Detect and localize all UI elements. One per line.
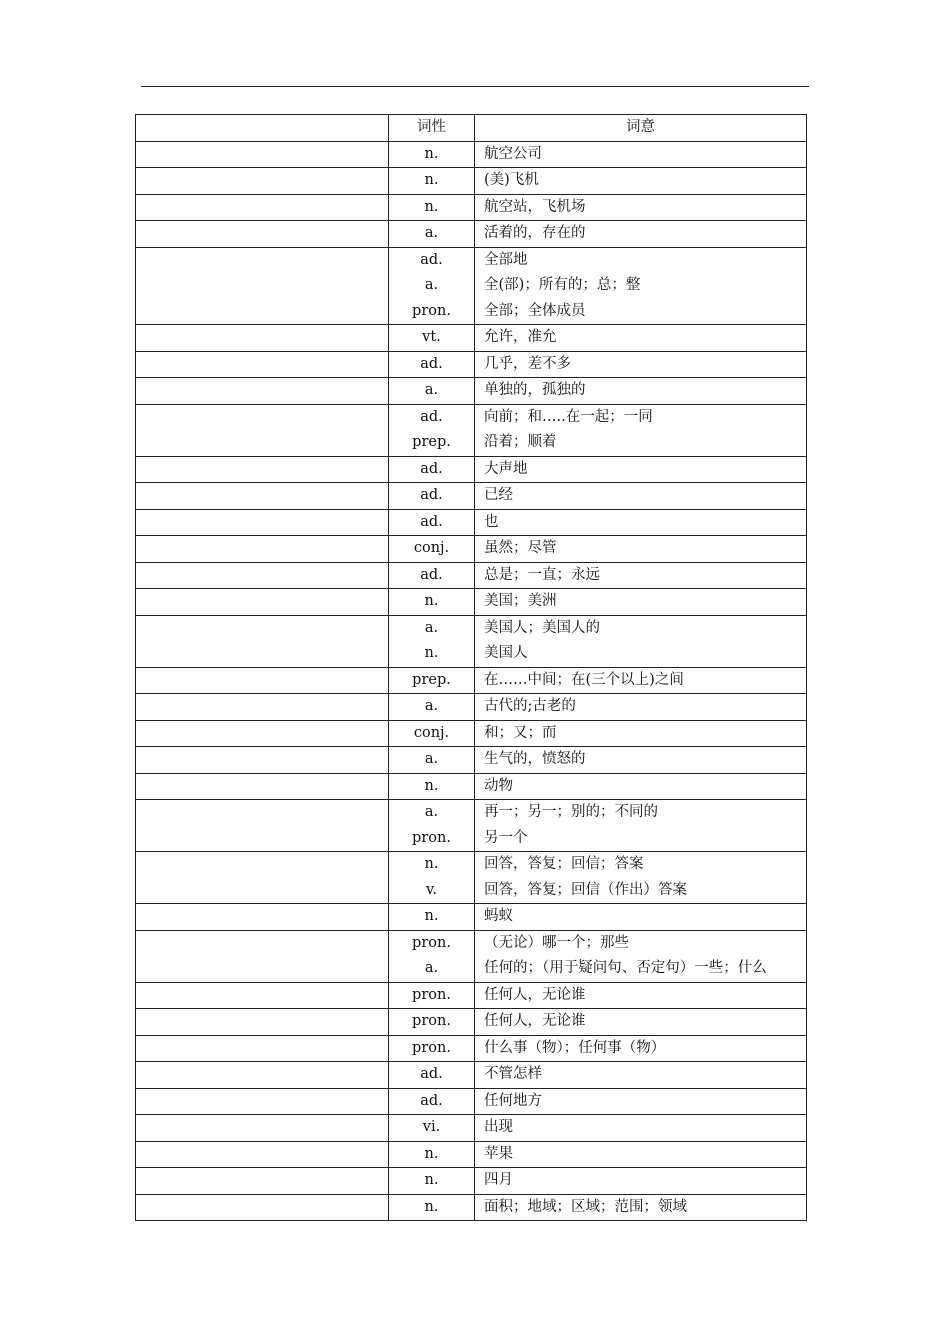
meaning-cell: [475, 800, 807, 852]
table-row: [136, 694, 807, 721]
meaning-text: 虽然；尽管: [484, 540, 557, 556]
word-cell: [136, 404, 389, 456]
vocabulary-table: [135, 114, 807, 1221]
meaning-cell: [475, 194, 807, 221]
meaning-cell: [475, 1141, 807, 1168]
word-cell: [136, 1115, 389, 1142]
meaning-cell: [475, 1009, 807, 1036]
part-of-speech: n.: [424, 645, 439, 661]
word-cell: [136, 325, 389, 352]
part-of-speech: conj.: [413, 540, 450, 556]
meaning-cell: [475, 378, 807, 405]
word-cell: [136, 1168, 389, 1195]
word-cell: [136, 194, 389, 221]
table-row: [136, 325, 807, 352]
meaning-cell: [475, 536, 807, 563]
meaning-text: 已经: [484, 487, 513, 503]
meaning-cell: [475, 904, 807, 931]
part-of-speech-cell: [389, 456, 475, 483]
word-cell: [136, 351, 389, 378]
part-of-speech: a.: [424, 804, 439, 820]
part-of-speech: n.: [424, 1172, 439, 1188]
part-of-speech: a.: [424, 225, 439, 241]
meaning-cell: [475, 852, 807, 904]
meaning-cell: [475, 247, 807, 325]
part-of-speech: pron.: [412, 1039, 451, 1056]
word-cell: [136, 536, 389, 563]
table-row: [136, 456, 807, 483]
part-of-speech: prep.: [412, 434, 451, 450]
part-of-speech: n.: [424, 145, 439, 162]
meaning-text: 苹果: [484, 1145, 513, 1162]
table-row: [136, 852, 807, 904]
part-of-speech: prep.: [412, 671, 451, 688]
meaning-cell: [475, 404, 807, 456]
meaning-text: 生气的，愤怒的: [484, 751, 586, 767]
part-of-speech: pron.: [412, 302, 451, 319]
word-cell: [136, 1088, 389, 1115]
word-cell: [136, 1062, 389, 1089]
part-of-speech-cell: [389, 562, 475, 589]
word-cell: [136, 773, 389, 800]
table-row: [136, 483, 807, 510]
meaning-text: 蚂蚁: [484, 908, 513, 924]
part-of-speech: a.: [424, 277, 439, 293]
header-word: [136, 115, 389, 142]
part-of-speech-cell: [389, 982, 475, 1009]
part-of-speech-cell: [389, 747, 475, 774]
meaning-cell: [475, 1062, 807, 1089]
meaning-text: 向前；和…..在一起；一同: [484, 408, 653, 425]
word-cell: [136, 800, 389, 852]
part-of-speech: vt.: [422, 329, 441, 345]
word-cell: [136, 982, 389, 1009]
meaning-text: 任何地方: [484, 1092, 542, 1109]
part-of-speech: a.: [424, 751, 439, 767]
part-of-speech: vi.: [422, 1119, 441, 1135]
part-of-speech-cell: [389, 1088, 475, 1115]
part-of-speech-cell: [389, 483, 475, 510]
meaning-cell: [475, 667, 807, 694]
part-of-speech: n.: [424, 172, 439, 188]
part-of-speech: pron.: [412, 1013, 451, 1029]
meaning-text: 任何人，无论谁: [484, 1013, 586, 1029]
header-meaning: 词意: [475, 115, 807, 142]
meaning-text: 古代的;古老的: [484, 698, 576, 714]
meaning-cell: [475, 483, 807, 510]
meaning-text: 和；又；而: [484, 724, 557, 741]
table-row: [136, 904, 807, 931]
part-of-speech: pron.: [412, 986, 451, 1003]
word-cell: [136, 1194, 389, 1221]
meaning-cell: [475, 773, 807, 800]
word-cell: [136, 747, 389, 774]
meaning-text: 航空站，飞机场: [484, 198, 586, 215]
meaning-cell: [475, 562, 807, 589]
part-of-speech: n.: [424, 593, 439, 609]
word-cell: [136, 562, 389, 589]
part-of-speech: n.: [424, 777, 439, 794]
part-of-speech: a.: [424, 382, 439, 398]
word-cell: [136, 1009, 389, 1036]
meaning-cell: [475, 694, 807, 721]
word-cell: [136, 694, 389, 721]
meaning-text: 任何人，无论谁: [484, 986, 586, 1003]
part-of-speech: n.: [424, 856, 439, 872]
meaning-text: 四月: [484, 1172, 513, 1188]
header-rule: [141, 86, 809, 87]
table-row: [136, 247, 807, 325]
meaning-text: 回答，答复；回信（作出）答案: [484, 881, 687, 898]
part-of-speech-cell: [389, 1062, 475, 1089]
part-of-speech-cell: [389, 168, 475, 195]
word-cell: [136, 930, 389, 982]
table-row: [136, 615, 807, 667]
part-of-speech: v.: [425, 881, 438, 898]
table-row: [136, 509, 807, 536]
meaning-text: 美国；美洲: [484, 593, 557, 609]
table-row: [136, 221, 807, 248]
part-of-speech-cell: [389, 247, 475, 325]
table-row: [136, 982, 807, 1009]
meaning-cell: [475, 325, 807, 352]
word-cell: [136, 720, 389, 747]
meaning-text: 出现: [484, 1119, 513, 1135]
meaning-text: 也: [484, 513, 499, 530]
part-of-speech-cell: [389, 378, 475, 405]
table-row: [136, 1168, 807, 1195]
meaning-text: （无论）哪一个；那些: [484, 934, 629, 951]
part-of-speech: ad.: [420, 460, 443, 477]
word-cell: [136, 378, 389, 405]
part-of-speech-cell: [389, 1035, 475, 1062]
meaning-cell: [475, 1168, 807, 1195]
part-of-speech-cell: [389, 852, 475, 904]
part-of-speech: ad.: [420, 566, 443, 583]
part-of-speech-cell: [389, 536, 475, 563]
meaning-cell: [475, 930, 807, 982]
part-of-speech: a.: [424, 960, 439, 976]
table-row: [136, 168, 807, 195]
meaning-text: 美国人: [484, 645, 528, 661]
table-row: [136, 1062, 807, 1089]
part-of-speech-cell: [389, 1009, 475, 1036]
meaning-cell: [475, 615, 807, 667]
table-row: [136, 1141, 807, 1168]
part-of-speech-cell: [389, 509, 475, 536]
table-row: [136, 720, 807, 747]
meaning-text: 允许，准允: [484, 329, 557, 345]
meaning-text: 单独的，孤独的: [484, 382, 586, 398]
meaning-text: 活着的，存在的: [484, 225, 586, 241]
word-cell: [136, 1141, 389, 1168]
meaning-text: 任何的；（用于疑问句、否定句）一些；什么: [484, 960, 767, 976]
meaning-text: 大声地: [484, 460, 528, 477]
table-row: [136, 667, 807, 694]
part-of-speech: ad.: [420, 408, 443, 425]
meaning-cell: [475, 1088, 807, 1115]
part-of-speech: ad.: [420, 355, 443, 372]
part-of-speech-cell: [389, 667, 475, 694]
meaning-text: 美国人；美国人的: [484, 619, 600, 636]
meaning-text: 再一；另一；别的；不同的: [484, 804, 658, 820]
part-of-speech-cell: [389, 930, 475, 982]
meaning-text: 全(部)；所有的；总；整: [484, 277, 641, 293]
meaning-cell: [475, 221, 807, 248]
table-row: [136, 930, 807, 982]
part-of-speech: ad.: [420, 1066, 443, 1082]
part-of-speech: pron.: [412, 934, 451, 951]
table-row: [136, 562, 807, 589]
meaning-text: 全部；全体成员: [484, 302, 586, 319]
meaning-cell: [475, 456, 807, 483]
meaning-text: 沿着；顺着: [484, 434, 557, 450]
part-of-speech: ad.: [420, 487, 443, 503]
part-of-speech: ad.: [420, 1092, 443, 1109]
word-cell: [136, 221, 389, 248]
part-of-speech-cell: [389, 1168, 475, 1195]
part-of-speech: n.: [424, 1145, 439, 1162]
table-row: [136, 141, 807, 168]
meaning-cell: [475, 168, 807, 195]
part-of-speech: conj.: [413, 724, 450, 741]
part-of-speech-cell: [389, 615, 475, 667]
header-part-of-speech: 词性: [389, 115, 475, 142]
meaning-text: 不管怎样: [484, 1066, 542, 1082]
part-of-speech: n.: [424, 198, 439, 215]
meaning-text: 什么事（物）；任何事（物）: [484, 1039, 666, 1056]
meaning-text: 几乎，差不多: [484, 355, 571, 372]
meaning-cell: [475, 747, 807, 774]
part-of-speech-cell: [389, 141, 475, 168]
part-of-speech-cell: [389, 1115, 475, 1142]
table-row: [136, 1035, 807, 1062]
meaning-cell: [475, 351, 807, 378]
meaning-cell: [475, 589, 807, 616]
word-cell: [136, 1035, 389, 1062]
part-of-speech: ad.: [420, 251, 443, 268]
part-of-speech-cell: [389, 194, 475, 221]
meaning-text: 在……中间；在(三个以上)之间: [484, 671, 684, 688]
meaning-text: 回答，答复；回信；答案: [484, 856, 644, 872]
table-row: [136, 378, 807, 405]
meaning-text: 另一个: [484, 829, 528, 846]
part-of-speech-cell: [389, 351, 475, 378]
part-of-speech-cell: [389, 904, 475, 931]
meaning-cell: [475, 509, 807, 536]
part-of-speech-cell: [389, 325, 475, 352]
meaning-text: 动物: [484, 777, 513, 794]
meaning-cell: [475, 1035, 807, 1062]
table-row: [136, 351, 807, 378]
table-header-row: [136, 115, 807, 142]
table-row: [136, 1115, 807, 1142]
part-of-speech-cell: [389, 800, 475, 852]
part-of-speech-cell: [389, 221, 475, 248]
table-row: [136, 194, 807, 221]
meaning-cell: [475, 1194, 807, 1221]
part-of-speech-cell: [389, 1194, 475, 1221]
part-of-speech: a.: [424, 619, 439, 636]
part-of-speech: n.: [424, 908, 439, 924]
word-cell: [136, 852, 389, 904]
table-row: [136, 747, 807, 774]
meaning-text: 总是；一直；永远: [484, 566, 600, 583]
part-of-speech: ad.: [420, 513, 443, 530]
meaning-text: 面积；地域；区域；范围；领域: [484, 1198, 687, 1215]
word-cell: [136, 904, 389, 931]
table-row: [136, 1009, 807, 1036]
table-row: [136, 404, 807, 456]
table-row: [136, 1088, 807, 1115]
part-of-speech-cell: [389, 720, 475, 747]
meaning-cell: [475, 720, 807, 747]
part-of-speech-cell: [389, 1141, 475, 1168]
part-of-speech: pron.: [412, 829, 451, 846]
word-cell: [136, 483, 389, 510]
part-of-speech-cell: [389, 589, 475, 616]
word-cell: [136, 247, 389, 325]
table-row: [136, 773, 807, 800]
meaning-text: (美)飞机: [484, 172, 539, 188]
part-of-speech: n.: [424, 1198, 439, 1215]
meaning-cell: [475, 982, 807, 1009]
part-of-speech-cell: [389, 694, 475, 721]
table-row: [136, 536, 807, 563]
meaning-cell: [475, 1115, 807, 1142]
meaning-text: 航空公司: [484, 145, 542, 162]
part-of-speech-cell: [389, 404, 475, 456]
table-row: [136, 800, 807, 852]
word-cell: [136, 141, 389, 168]
part-of-speech-cell: [389, 773, 475, 800]
part-of-speech: a.: [424, 698, 439, 714]
table-row: [136, 589, 807, 616]
word-cell: [136, 168, 389, 195]
word-cell: [136, 615, 389, 667]
table-row: [136, 1194, 807, 1221]
word-cell: [136, 456, 389, 483]
word-cell: [136, 667, 389, 694]
meaning-text: 全部地: [484, 251, 528, 268]
vocabulary-rows: [136, 141, 807, 1221]
meaning-cell: [475, 141, 807, 168]
word-cell: [136, 589, 389, 616]
word-cell: [136, 509, 389, 536]
